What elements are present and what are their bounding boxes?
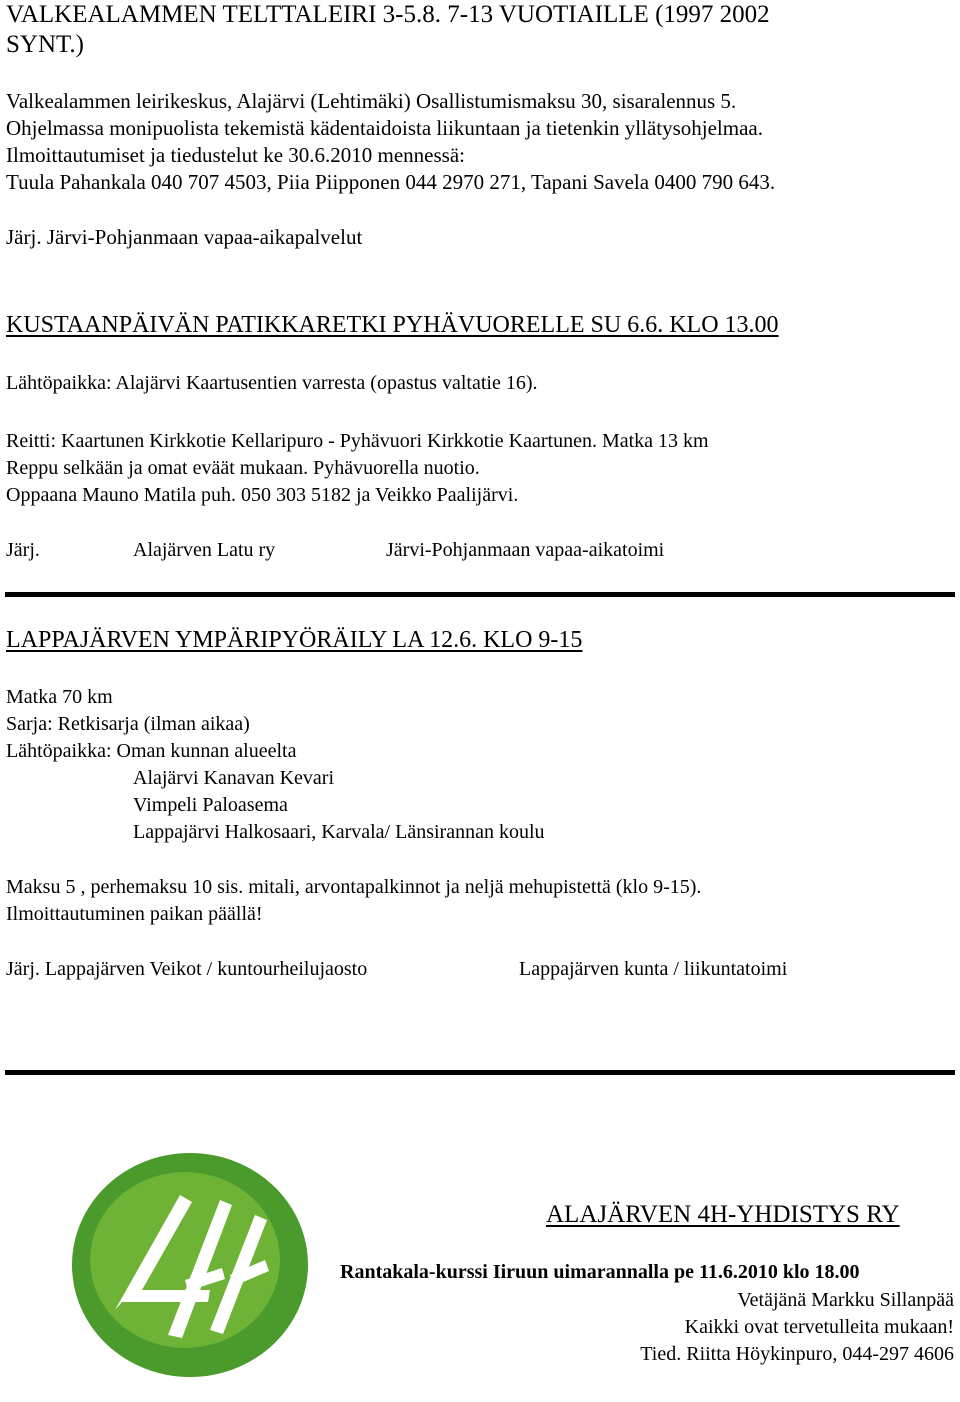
divider-1 [5, 592, 955, 597]
section4-welcome: Kaikki ovat tervetulleita mukaan! [684, 1316, 954, 1338]
section3-title: LAPPAJÄRVEN YMPÄRIPYÖRÄILY LA 12.6. KLO 9-15 [6, 627, 583, 653]
section3-start: Lähtöpaikka: Oman kunnan alueelta [6, 740, 297, 762]
section2-start: Lähtöpaikka: Alajärvi Kaartusentien varresta (opastus valtatie 16). [6, 372, 538, 394]
section1-line3: Ilmoittautumiset ja tiedustelut ke 30.6.2010 mennessä: [6, 143, 466, 167]
section2-org-1: Alajärven Latu ry [133, 539, 276, 561]
section3-org-2: Lappajärven kunta / liikuntatoimi [519, 958, 788, 980]
section1-line2: Ohjelmassa monipuolista tekemistä kädentaidoista liikuntaan ja tietenkin yllätysohjelmaa. [6, 116, 763, 140]
section4-info: Tied. Riitta Höykinpuro, 044-297 4606 [640, 1343, 954, 1365]
section1-title-line1: VALKEALAMMEN TELTTALEIRI 3-5.8. 7-13 VUOTIAILLE (1997 2002 [6, 1, 770, 28]
section4-title: ALAJÄRVEN 4H-YHDISTYS RY [546, 1201, 900, 1228]
section1-line1: Valkealammen leirikeskus, Alajärvi (Lehtimäki) Osallistumismaksu 30, sisaralennus 5. [6, 89, 737, 113]
section3-place-3: Lappajärvi Halkosaari, Karvala/ Länsirannan koulu [133, 821, 545, 843]
section1-title-line2: SYNT.) [6, 31, 85, 58]
section3-distance: Matka 70 km [6, 686, 113, 708]
section3-org-1: Järj. Lappajärven Veikot / kuntourheilujaosto [6, 958, 368, 980]
section4-leader: Vetäjänä Markku Sillanpää [737, 1289, 954, 1311]
4h-logo-icon [60, 1140, 320, 1390]
divider-2 [5, 1070, 955, 1075]
section1-organizer: Järj. Järvi-Pohjanmaan vapaa-aikapalvelut [6, 225, 363, 249]
section3-place-1: Alajärvi Kanavan Kevari [133, 767, 335, 789]
4h-logo [60, 1140, 320, 1390]
section3-series: Sarja: Retkisarja (ilman aikaa) [6, 713, 250, 735]
section3-registration: Ilmoittautuminen paikan päällä! [6, 903, 263, 925]
section3-fee: Maksu 5 , perhemaksu 10 sis. mitali, arvontapalkinnot ja neljä mehupistettä (klo 9-15). [6, 876, 702, 898]
section1-line4: Tuula Pahankala 040 707 4503, Piia Piipponen 044 2970 271, Tapani Savela 0400 790 643. [6, 170, 776, 194]
section2-org-label: Järj. [6, 539, 40, 561]
section3-place-2: Vimpeli Paloasema [133, 794, 288, 816]
section2-guides: Oppaana Mauno Matila puh. 050 303 5182 ja Veikko Paalijärvi. [6, 484, 519, 506]
section4-course: Rantakala-kurssi Iiruun uimarannalla pe 11.6.2010 klo 18.00 [340, 1261, 860, 1283]
section2-route: Reitti: Kaartunen Kirkkotie Kellaripuro - Pyhävuori Kirkkotie Kaartunen. Matka 13 km [6, 430, 709, 452]
section2-food: Reppu selkään ja omat eväät mukaan. Pyhävuorella nuotio. [6, 457, 480, 479]
section2-title: KUSTAANPÄIVÄN PATIKKARETKI PYHÄVUORELLE SU 6.6. KLO 13.00 [6, 312, 779, 338]
section2-org-2: Järvi-Pohjanmaan vapaa-aikatoimi [386, 539, 665, 561]
